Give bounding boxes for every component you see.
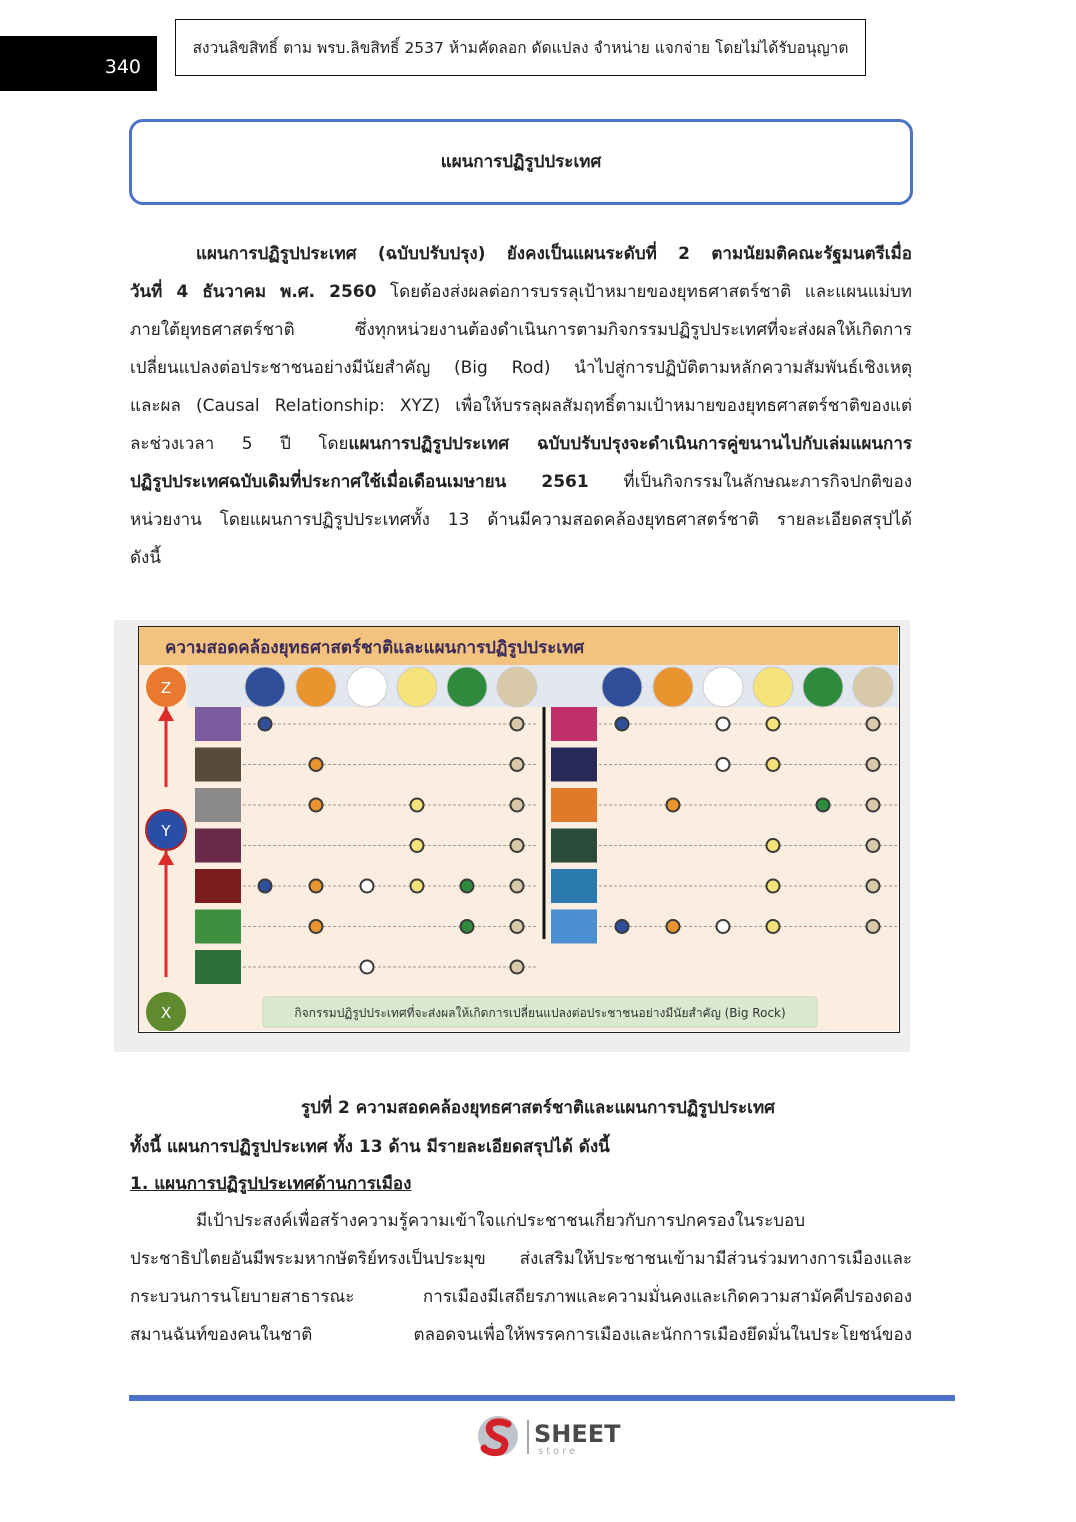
logo-subtext: store [538, 1446, 579, 1457]
alignment-dot [310, 920, 323, 933]
alignment-dot [511, 961, 524, 974]
intro-line: ภายใต้ยุทธศาสตร์ชาติ ซึ่งทุกหน่วยงานต้องดำเนินการตามกิจกรรมปฏิรูปประเทศที่จะส่งผลให้เกิดการ [130, 320, 912, 340]
alignment-dot [867, 718, 880, 731]
reform-area-icon [551, 869, 597, 903]
alignment-dot [511, 880, 524, 893]
section1-line: มีเป้าประสงค์เพื่อสร้างความรู้ความเข้าใจแก่ประชาชนเกี่ยวกับการปกครองในระบอบ [196, 1211, 806, 1231]
alignment-dot [310, 758, 323, 771]
section1-line: กระบวนการนโยบายสาธารณะ การเมืองมีเสถียรภาพและความมั่นคงและเกิดความสามัคคีปรองดอง [130, 1287, 912, 1307]
alignment-dot [616, 920, 629, 933]
alignment-dot [717, 758, 730, 771]
alignment-figure [138, 626, 900, 1033]
section-title-box [129, 119, 913, 205]
reform-area-icon [551, 748, 597, 782]
reform-area-icon [195, 869, 241, 903]
alignment-dot [411, 880, 424, 893]
intro-paragraph [130, 235, 912, 577]
reform-area-icon [551, 707, 597, 741]
alignment-dot [511, 839, 524, 852]
alignment-dot [767, 758, 780, 771]
alignment-dot [361, 961, 374, 974]
page-number-box [0, 36, 157, 91]
figure-header: ความสอดคล้องยุทธศาสตร์ชาติและแผนการปฏิรูปประเทศ [165, 638, 585, 658]
alignment-dot [259, 880, 272, 893]
intro-line: ปฏิรูปประเทศฉบับเดิมที่ประกาศใช้เมื่อเดือนเมษายน 2561 ที่เป็นกิจกรรมในลักษณะภารกิจปกติของ [130, 472, 912, 492]
alignment-dot [767, 839, 780, 852]
alignment-dot [616, 718, 629, 731]
alignment-dot [767, 920, 780, 933]
alignment-dot [361, 880, 374, 893]
alignment-dot [411, 799, 424, 812]
alignment-dot [511, 799, 524, 812]
strategy-circle [347, 667, 387, 707]
strategy-circle [447, 667, 487, 707]
copyright-notice: สงวนลิขสิทธิ์ ตาม พรบ.ลิขสิทธิ์ 2537 ห้ามคัดลอก ดัดแปลง จำหน่าย แจกจ่าย โดยไม่ได้รับอนุญาต [175, 19, 866, 76]
strategy-circle [653, 667, 693, 707]
strategy-circle [602, 667, 642, 707]
alignment-dot [461, 880, 474, 893]
section-heading: 1. แผนการปฏิรูปประเทศด้านการเมือง [130, 1174, 412, 1194]
strategy-circle [397, 667, 437, 707]
intro-line: เปลี่ยนแปลงต่อประชาชนอย่างมีนัยสำคัญ (Big Rod) นำไปสู่การปฏิบัติตามหลักความสัมพันธ์เชิงเหตุ [130, 358, 912, 378]
reform-area-icon [195, 829, 241, 863]
alignment-dot [717, 920, 730, 933]
alignment-dot [511, 718, 524, 731]
alignment-dot [667, 920, 680, 933]
z-label: Z [160, 679, 172, 697]
page-number: 340 [104, 56, 141, 78]
logo-text: SHEET [534, 1420, 621, 1448]
alignment-dot [310, 880, 323, 893]
reform-area-icon [195, 707, 241, 741]
alignment-dot [867, 799, 880, 812]
alignment-dot [461, 920, 474, 933]
intro-line: วันที่ 4 ธันวาคม พ.ศ. 2560 โดยต้องส่งผลต่อการบรรลุเป้าหมายของยุทธศาสตร์ชาติ และแผนแม่บท [130, 282, 912, 302]
reform-area-icon [551, 829, 597, 863]
strategy-circle [753, 667, 793, 707]
strategy-circle [245, 667, 285, 707]
section1-line: ประชาธิปไตยอันมีพระมหากษัตริย์ทรงเป็นประมุข ส่งเสริมให้ประชาชนเข้ามามีส่วนร่วมทางการเมืองและ [130, 1249, 912, 1269]
summary-line: ทั้งนี้ แผนการปฏิรูปประเทศ ทั้ง 13 ด้าน มีรายละเอียดสรุปได้ ดังนี้ [130, 1137, 610, 1157]
intro-line: แผนการปฏิรูปประเทศ (ฉบับปรับปรุง) ยังคงเป็นแผนระดับที่ 2 ตามนัยมติคณะรัฐมนตรีเมื่อ [196, 244, 912, 264]
strategy-circle [497, 667, 537, 707]
alignment-dot [511, 758, 524, 771]
alignment-dot [511, 920, 524, 933]
y-label: Y [161, 822, 171, 840]
section1-paragraph [130, 1202, 912, 1354]
strategy-circle [703, 667, 743, 707]
alignment-dot [867, 920, 880, 933]
big-rock-label: กิจกรรมปฏิรูปประเทศที่จะส่งผลให้เกิดการเปลี่ยนแปลงต่อประชาชนอย่างมีนัยสำคัญ (Big Rock) [294, 1006, 786, 1020]
alignment-dot [310, 799, 323, 812]
strategy-circle [803, 667, 843, 707]
footer-rule [129, 1395, 955, 1401]
intro-line: ละช่วงเวลา 5 ปี โดยแผนการปฏิรูปประเทศ ฉบับปรับปรุงจะดำเนินการคู่ขนานไปกับเล่มแผนการ [130, 434, 912, 454]
section1-line: สมานฉันท์ของคนในชาติ ตลอดจนเพื่อให้พรรคการเมืองและนักการเมืองยึดมั่นในประโยชน์ของ [130, 1325, 912, 1345]
reform-area-icon [195, 748, 241, 782]
alignment-dot [767, 880, 780, 893]
logo-mark-icon [476, 1412, 636, 1460]
page-title: แผนการปฏิรูปประเทศ [440, 152, 602, 172]
reform-area-icon [551, 910, 597, 944]
strategy-circle [853, 667, 893, 707]
strategy-circle [296, 667, 336, 707]
intro-line: ดังนี้ [130, 548, 161, 568]
intro-line: และผล (Causal Relationship: XYZ) เพื่อให้บรรลุผลสัมฤทธิ์ตามเป้าหมายของยุทธศาสตร์ชาติของแต่ [130, 396, 912, 416]
intro-line: หน่วยงาน โดยแผนการปฏิรูปประเทศทั้ง 13 ด้านมีความสอดคล้องยุทธศาสตร์ชาติ รายละเอียดสรุปได้ [130, 510, 912, 530]
alignment-dot [817, 799, 830, 812]
alignment-dot [667, 799, 680, 812]
alignment-dot [867, 839, 880, 852]
sheet-store-logo [476, 1412, 636, 1460]
alignment-dot [411, 839, 424, 852]
alignment-diagram [139, 627, 898, 1031]
reform-area-icon [551, 788, 597, 822]
figure-caption: รูปที่ 2 ความสอดคล้องยุทธศาสตร์ชาติและแผนการปฏิรูปประเทศ [301, 1098, 775, 1118]
x-label: X [160, 1004, 172, 1022]
alignment-dot [717, 718, 730, 731]
reform-area-icon [195, 910, 241, 944]
reform-area-icon [195, 788, 241, 822]
alignment-dot [259, 718, 272, 731]
alignment-dot [767, 718, 780, 731]
alignment-dot [867, 880, 880, 893]
reform-area-icon [195, 950, 241, 984]
alignment-dot [867, 758, 880, 771]
